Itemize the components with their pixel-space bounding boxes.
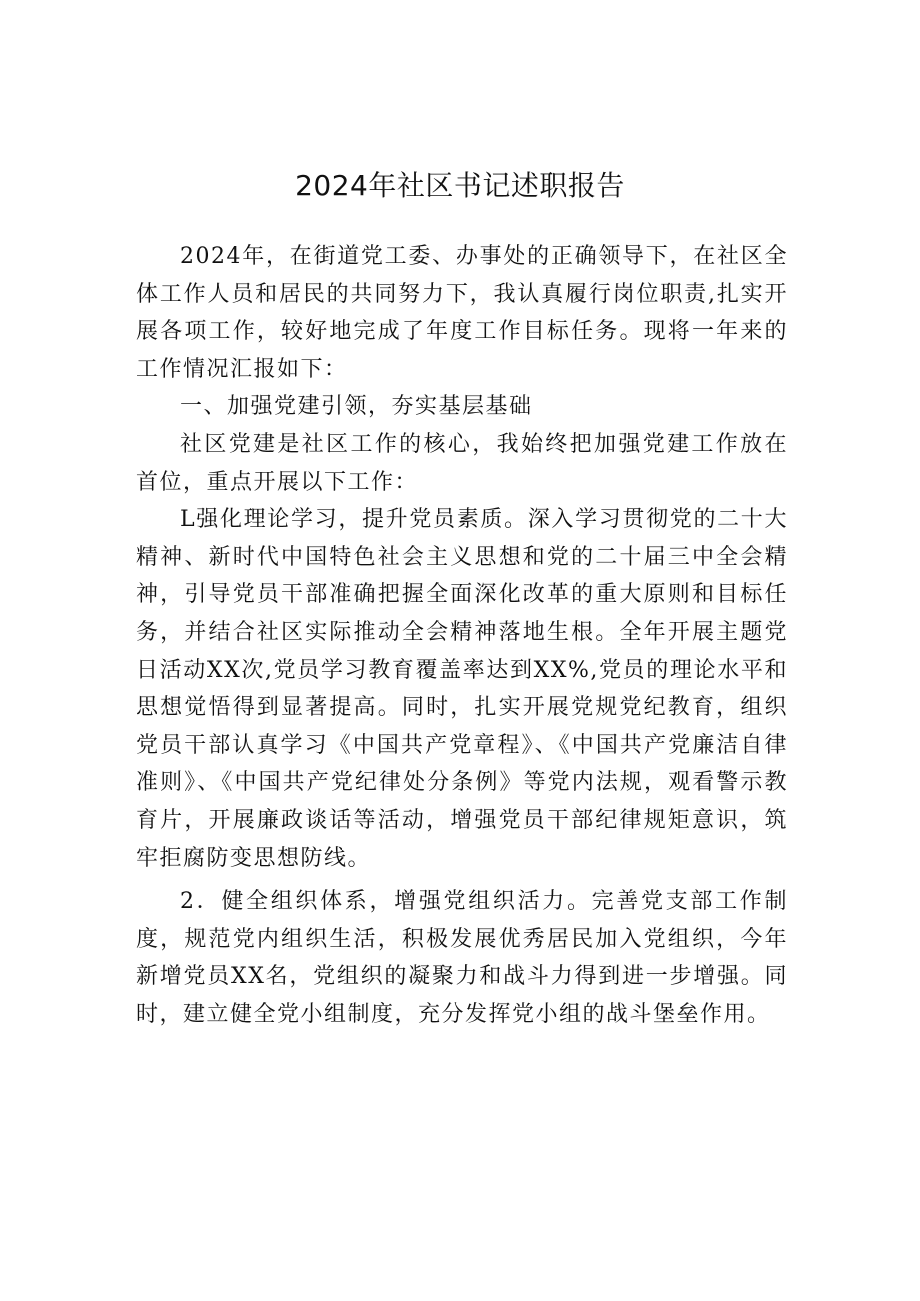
document-body [136,238,788,1033]
document-title: 2024年社区书记述职报告 [295,169,625,202]
item-1-paragraph: L强化理论学习，提升党员素质。深入学习贯彻党的二十大精神、新时代中国特色社会主义思想和党的二十届三中全会精神，引导党员干部准确把握全面深化改革的重大原则和目标任务，并结合社区实际推动全会精神落地生根。全年开展主题党日活动XX次,党员学习教育覆盖率达到XX%,党员的理论水平和思想觉悟得到显著提高。同时，扎实开展党规党纪教育，组织党员干部认真学习《中国共产党章程》、《中国共产党廉洁自律准则》、《中国共产党纪律处分条例》等党内法规，观看警示教育片，开展廉政谈话等活动，增强党员干部纪律规矩意识，筑牢拒腐防变思想防线。 [136,507,788,871]
section-heading: 一、加强党建引领，夯实基层基础 [180,394,533,420]
item-2-paragraph: 2．健全组织体系，增强党组织活力。完善党支部工作制度，规范党内组织生活，积极发展优秀居民加入党组织，今年新增党员XX名，党组织的凝聚力和战斗力得到进一步增强。同时，建立健全党小组制度，充分发挥党小组的战斗堡垒作用。 [136,889,788,1027]
intro-paragraph: 2024年，在街道党工委、办事处的正确领导下，在社区全体工作人员和居民的共同努力下，我认真履行岗位职责,扎实开展各项工作，较好地完成了年度工作目标任务。现将一年来的工作情况汇报如下： [136,244,788,382]
section-intro-paragraph: 社区党建是社区工作的核心，我始终把加强党建工作放在首位，重点开展以下工作： [136,431,788,495]
